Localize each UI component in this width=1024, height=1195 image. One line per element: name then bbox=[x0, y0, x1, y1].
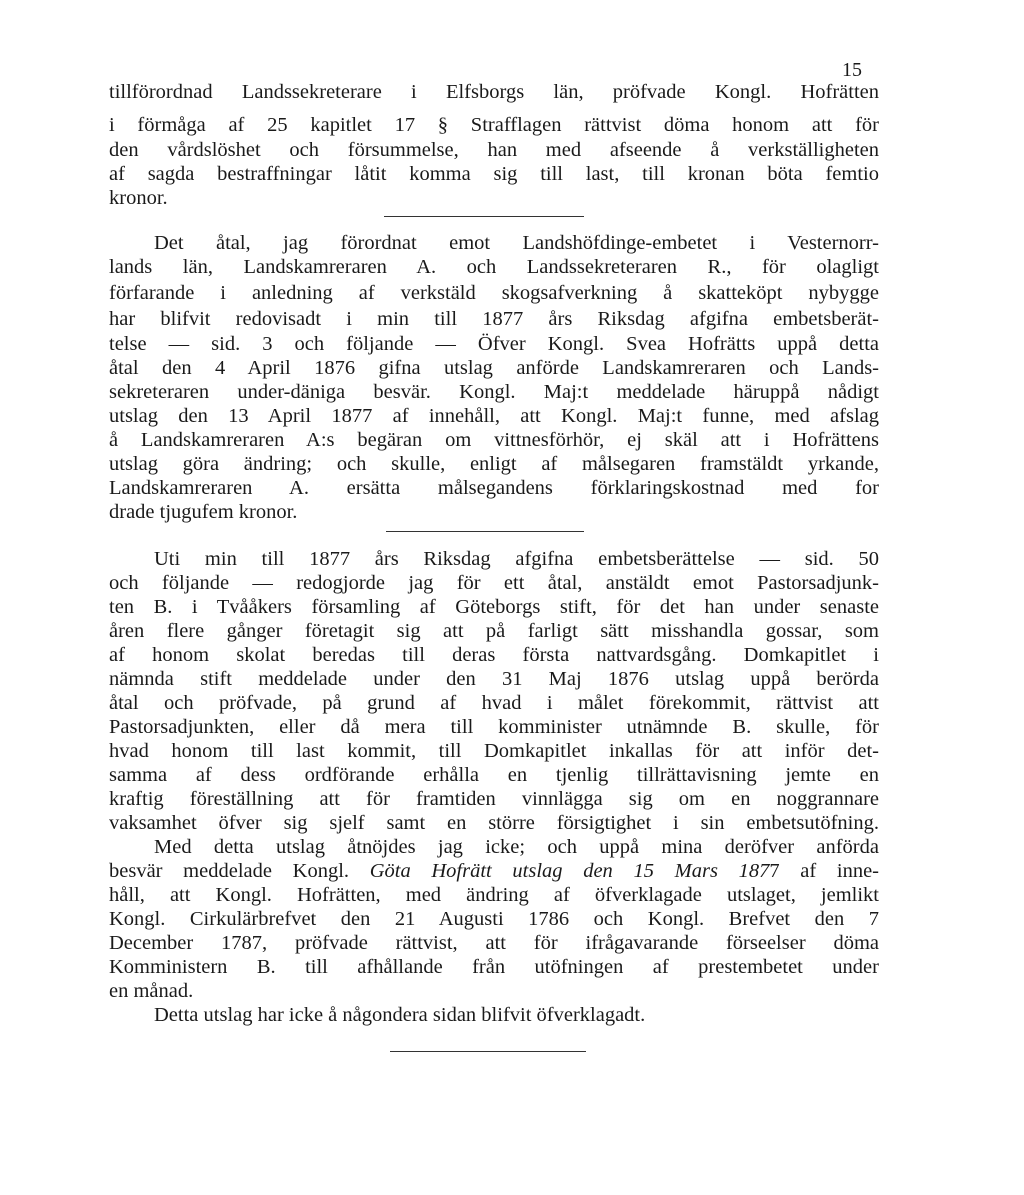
text-line: och följande — redogjorde jag för ett åtal, anstäldt emot Pastorsadjunk- bbox=[109, 572, 879, 594]
section-divider-2 bbox=[386, 531, 584, 532]
text-line: den vårdslöshet och försummelse, han med afseende å verkställigheten bbox=[109, 139, 879, 161]
text-line: åtal och pröfvade, på grund af hvad i målet förekommit, rättvist att bbox=[109, 692, 879, 714]
page-number: 15 bbox=[842, 59, 862, 81]
section-divider-1 bbox=[384, 216, 584, 217]
text-line: utslag den 13 April 1877 af innehåll, att Kongl. Maj:t funne, med afslag bbox=[109, 405, 879, 427]
text-line: åtal den 4 April 1876 gifna utslag anförde Landskamreraren och Lands- bbox=[109, 357, 879, 379]
text-line: Det åtal, jag förordnat emot Landshöfdinge-embetet i Vesternorr- bbox=[154, 232, 879, 254]
text-line: i förmåga af 25 kapitlet 17 § Strafflagen rättvist döma honom att för bbox=[109, 114, 879, 136]
text-line: förfarande i anledning af verkstäld skogsafverkning å skatteköpt nybygge bbox=[109, 282, 879, 304]
text-line: besvär meddelade Kongl. Göta Hofrätt utslag den 15 Mars 1877 af inne- bbox=[109, 860, 879, 882]
text-line: af sagda bestraffningar låtit komma sig till last, till kronan böta femtio bbox=[109, 163, 879, 185]
text-line: utslag göra ändring; och skulle, enligt af målsegaren framstäldt yrkande, bbox=[109, 453, 879, 475]
text-line: Kongl. Cirkulärbrefvet den 21 Augusti 1786 och Kongl. Brefvet den 7 bbox=[109, 908, 879, 930]
text-line: en månad. bbox=[109, 980, 194, 1002]
italic-reference: Göta Hofrätt utslag den 15 Mars 187 bbox=[369, 860, 770, 882]
text-line: hvad honom till last kommit, till Domkapitlet inkallas för att inför det- bbox=[109, 740, 879, 762]
text-line: lands län, Landskamreraren A. och Landssekreteraren R., för olagligt bbox=[109, 256, 879, 278]
text-line: har blifvit redovisadt i min till 1877 års Riksdag afgifna embetsberät- bbox=[109, 308, 879, 330]
text-line: vaksamhet öfver sig sjelf samt en större försigtighet i sin embetsutöfning. bbox=[109, 812, 879, 834]
text-line: Med detta utslag åtnöjdes jag icke; och uppå mina deröfver anförda bbox=[154, 836, 879, 858]
text-line: nämnda stift meddelade under den 31 Maj 1876 utslag uppå berörda bbox=[109, 668, 879, 690]
text-line: December 1787, pröfvade rättvist, att för ifrågavarande förseelser döma bbox=[109, 932, 879, 954]
text-line: åren flere gånger företagit sig att på farligt sätt misshandla gossar, som bbox=[109, 620, 879, 642]
text-line: Detta utslag har icke å någondera sidan blifvit öfverklagadt. bbox=[154, 1004, 646, 1026]
text-line: samma af dess ordförande erhålla en tjenlig tillrättavisning jemte en bbox=[109, 764, 879, 786]
text-line: Landskamreraren A. ersätta målsegandens förklaringskostnad med for bbox=[109, 477, 879, 499]
text-line: tillförordnad Landssekreterare i Elfsborgs län, pröfvade Kongl. Hofrätten bbox=[109, 81, 879, 103]
section-divider-3 bbox=[390, 1051, 586, 1052]
text-line: ten B. i Tvååkers församling af Göteborgs stift, för det han under senaste bbox=[109, 596, 879, 618]
text-line: håll, att Kongl. Hofrätten, med ändring af öfverklagade utslaget, jemlikt bbox=[109, 884, 879, 906]
text-line: drade tjugufem kronor. bbox=[109, 501, 298, 523]
text-line: telse — sid. 3 och följande — Öfver Kongl. Svea Hofrätts uppå detta bbox=[109, 333, 879, 355]
text-line: sekreteraren under-däniga besvär. Kongl. Maj:t meddelade häruppå nådigt bbox=[109, 381, 879, 403]
text-line: kronor. bbox=[109, 187, 168, 209]
text-line: Uti min till 1877 års Riksdag afgifna embetsberättelse — sid. 50 bbox=[154, 548, 879, 570]
text-line: kraftig föreställning att för framtiden vinnlägga sig om en noggrannare bbox=[109, 788, 879, 810]
text-line: Komministern B. till afhållande från utöfningen af prestembetet under bbox=[109, 956, 879, 978]
text-line: af honom skolat beredas till deras första nattvardsgång. Domkapitlet i bbox=[109, 644, 879, 666]
text-line: å Landskamreraren A:s begäran om vittnesförhör, ej skäl att i Hofrättens bbox=[109, 429, 879, 451]
text-line: Pastorsadjunkten, eller då mera till komminister utnämnde B. skulle, för bbox=[109, 716, 879, 738]
